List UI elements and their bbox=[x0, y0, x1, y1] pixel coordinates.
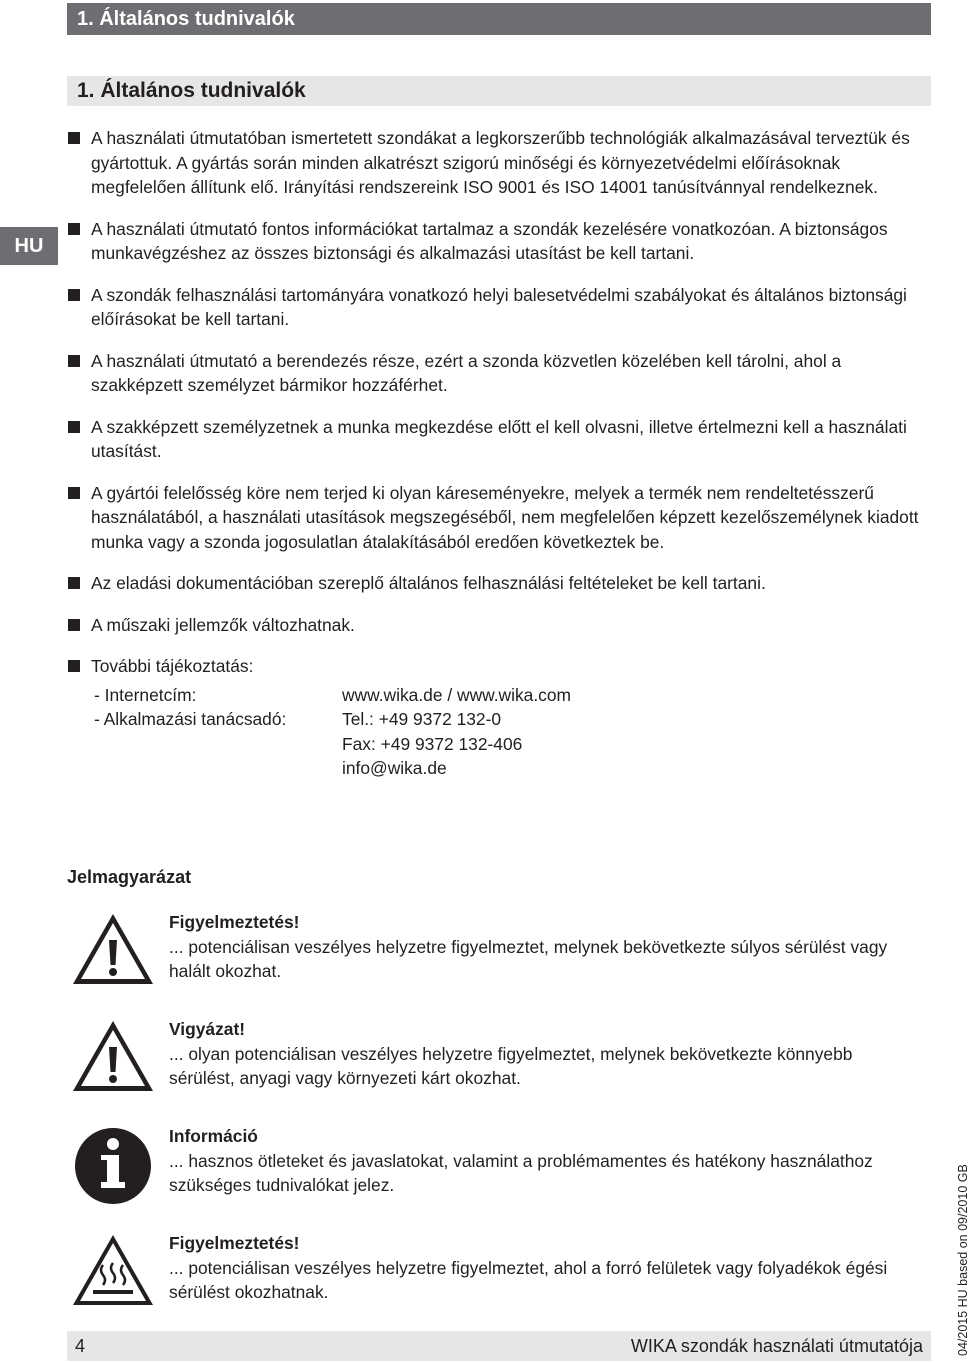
bullet-item: A szondák felhasználási tartományára vonatkozó helyi balesetvédelmi szabályokat és általános biztonsági előírásokat be kell tartani. bbox=[67, 283, 937, 332]
warning-triangle-icon bbox=[71, 910, 155, 994]
square-bullet-icon bbox=[68, 289, 80, 301]
square-bullet-icon bbox=[68, 355, 80, 367]
square-bullet-icon bbox=[68, 577, 80, 589]
caution-triangle-icon bbox=[71, 1017, 155, 1101]
info-icon bbox=[71, 1124, 155, 1208]
main-content bbox=[67, 126, 937, 798]
language-tab: HU bbox=[0, 227, 58, 265]
bullet-item: A használati útmutatóban ismertetett szondákat a legkorszerűbb technológiák alkalmazásával terveztük és gyártottuk. A gyártás során minden alkatrészt szigorú minőségi és környezetvédelmi előírásoknak megfelelően állítunk elő. Irányítási rendszereink ISO 9001 és ISO 14001 tanúsítvánnyal rendelkeznek. bbox=[67, 126, 937, 200]
bullet-item: A szakképzett személyzetnek a munka megkezdése előtt el kell olvasni, illetve értelmezni kell a használati utasítást. bbox=[67, 415, 937, 464]
legend-item-caution: Vigyázat! ... olyan potenciálisan veszélyes helyzetre figyelmeztet, melynek bekövetkezte könnyebb sérülést, anyagi vagy környezeti kárt okozhat. bbox=[67, 1017, 897, 1117]
bullet-item: Az eladási dokumentációban szereplő általános felhasználási feltételeket be kell tartani. bbox=[67, 571, 937, 596]
contact-row-email bbox=[94, 756, 937, 781]
contact-row-phone: - Alkalmazási tanácsadó: Tel.: +49 9372 132-0 bbox=[94, 709, 502, 729]
legend-item-warning: Figyelmeztetés! ... potenciálisan veszélyes helyzetre figyelmeztet, melynek bekövetkezte súlyos sérülést vagy halált okozhat. bbox=[67, 910, 897, 1010]
email-link[interactable]: info@wika.de bbox=[342, 758, 447, 778]
bullet-item: A gyártói felelősség köre nem terjed ki olyan káreseményekre, melyek a termék nem rendeltetésszerű használatából, a használati utasítások megszegéséből, nem megfelelően képzett kezelőszemélynek kiadott munka vagy a szonda jogosulatlan átalakításából eredően következtek be. bbox=[67, 481, 937, 555]
page-number: 4 bbox=[75, 1336, 86, 1356]
square-bullet-icon bbox=[68, 487, 80, 499]
hot-surface-icon bbox=[71, 1231, 155, 1315]
page-header: 1. Általános tudnivalók bbox=[67, 3, 931, 35]
bullet-item: A használati útmutató fontos információkat tartalmaz a szondák kezelésére vonatkozóan. A biztonságos munkavégzéshez az összes biztonsági és alkalmazási utasítást be kell tartani. bbox=[67, 217, 937, 266]
document-version-code: 04/2015 HU based on 09/2010 GB bbox=[956, 1164, 970, 1356]
website-link[interactable]: www.wika.de / www.wika.com bbox=[342, 684, 572, 705]
contact-row-fax: Fax: +49 9372 132-406 bbox=[342, 733, 523, 754]
legend-item-info: Információ ... hasznos ötleteket és javaslatokat, valamint a problémamentes és hatékony használathoz szükséges tudnivalókat jelez. bbox=[67, 1124, 897, 1224]
legend-item-hot-surface: Figyelmeztetés! ... potenciálisan veszélyes helyzetre figyelmeztet, ahol a forró felületek vagy folyadékok égési sérülést okozhatnak. bbox=[67, 1231, 897, 1331]
contact-row-internet: - Internetcím: www.wika.de / www.wika.com bbox=[94, 683, 937, 708]
square-bullet-icon bbox=[68, 132, 80, 144]
square-bullet-icon bbox=[68, 421, 80, 433]
square-bullet-icon bbox=[68, 619, 80, 631]
section-heading: 1. Általános tudnivalók bbox=[67, 76, 931, 106]
page-footer bbox=[67, 1331, 931, 1361]
further-info bbox=[67, 654, 937, 781]
square-bullet-icon bbox=[68, 223, 80, 235]
further-info-label: További tájékoztatás: bbox=[91, 656, 254, 676]
square-bullet-icon bbox=[68, 660, 80, 672]
bullet-item: A használati útmutató a berendezés része, ezért a szonda közvetlen közelében kell tárolni, ahol a szakképzett személyzet bármikor hozzáférhet. bbox=[67, 349, 937, 398]
document-title: WIKA szondák használati útmutatója bbox=[630, 1336, 923, 1356]
legend-title: Jelmagyarázat bbox=[67, 867, 192, 887]
bullet-item: A műszaki jellemzők változhatnak. bbox=[67, 613, 937, 638]
contact-table bbox=[94, 683, 937, 781]
